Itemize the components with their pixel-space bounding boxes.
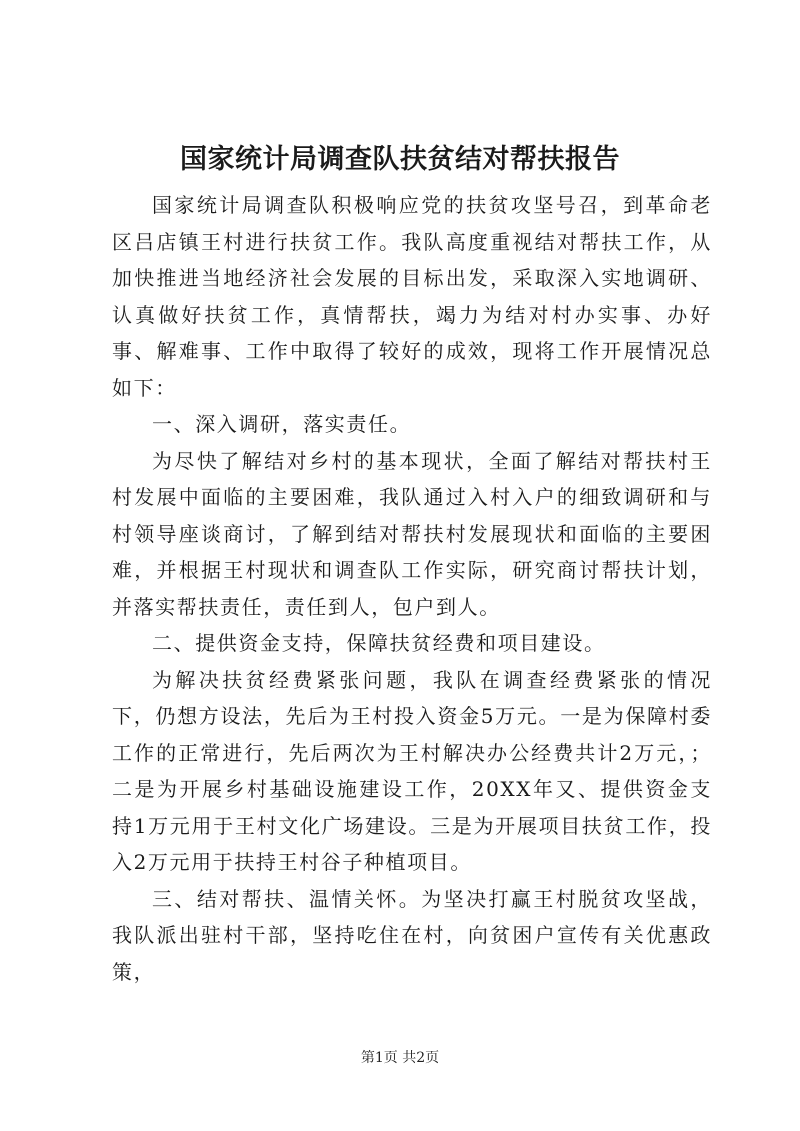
document-body — [112, 187, 712, 990]
paragraph-heading-2: 二、提供资金支持，保障扶贫经费和项目建设。 — [152, 631, 606, 655]
page-footer: 第1页 共2页 — [360, 1050, 440, 1066]
paragraph-heading-3: 三、结对帮扶、温情关怀。为坚决打赢王村脱贫攻坚战，我队派出驻村干部，坚持吃住在村，向贫困户宣传有关优惠政策， — [112, 886, 712, 984]
paragraph-funding: 为解决扶贫经费紧张问题，我队在调查经费紧张的情况下，仍想方设法，先后为王村投入资金5万元。一是为保障村委工作的正常进行，先后两次为王村解决办公经费共计2万元，；二是为开展乡村基础设施建设工作，20XX年又、提供资金支持1万元用于王村文化广场建设。三是为开展项目扶贫工作，投入2万元用于扶持王村谷子种植项目。 — [112, 667, 712, 874]
paragraph-heading-1: 一、深入调研，落实责任。 — [152, 412, 412, 436]
document-title: 国家统计局调查队扶贫结对帮扶报告 — [180, 144, 620, 175]
paragraph-intro: 国家统计局调查队积极响应党的扶贫攻坚号召，到革命老区吕店镇王村进行扶贫工作。我队高度重视结对帮扶工作，从加快推进当地经济社会发展的目标出发，采取深入实地调研、认真做好扶贫工作，真情帮扶，竭力为结对村办实事、办好事、解难事、工作中取得了较好的成效，现将工作开展情况总如下： — [112, 193, 712, 400]
paragraph-research: 为尽快了解结对乡村的基本现状，全面了解结对帮扶村王村发展中面临的主要困难，我队通过入村入户的细致调研和与村领导座谈商讨，了解到结对帮扶村发展现状和面临的主要困难，并根据王村现状和调查队工作实际，研究商讨帮扶计划，并落实帮扶责任，责任到人，包户到人。 — [112, 448, 712, 619]
